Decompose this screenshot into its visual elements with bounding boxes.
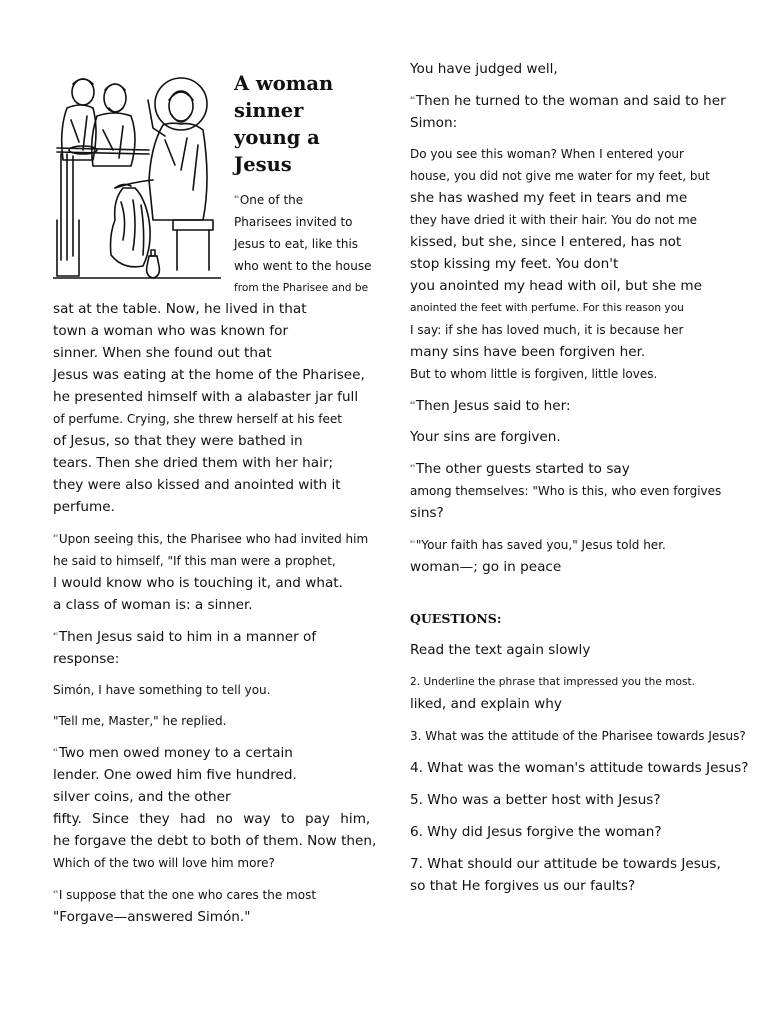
text-line: sinner. When she found out that	[53, 345, 272, 361]
left-column	[53, 298, 398, 928]
title-line: Jesus	[234, 153, 292, 176]
question: Read the text again slowly	[410, 642, 591, 658]
text-line: sat at the table. Now, he lived in that	[53, 301, 307, 317]
text-line: they were also kissed and anointed with it	[53, 477, 341, 493]
text-line: you anointed my head with oil, but she me	[410, 278, 703, 294]
text-line: Two men owed money to a certain	[58, 745, 293, 761]
text-line: from the Pharisee and be	[234, 282, 369, 294]
paragraph	[53, 298, 398, 518]
verse-number: ⁴³	[53, 890, 58, 897]
page-title	[234, 70, 394, 178]
text-line: he presented himself with a alabaster jar full	[53, 389, 359, 405]
text-line: among themselves: "Who is this, who even forgives	[410, 484, 722, 498]
text-line: I suppose that the one who cares the most	[58, 888, 317, 902]
question: 3. What was the attitude of the Pharisee towards Jesus?	[410, 729, 746, 743]
text-line: "Your faith has saved you," Jesus told her.	[415, 538, 666, 552]
question: 7. What should our attitude be towards Jesus,	[410, 856, 721, 872]
verse-number: ⁵⁰	[410, 540, 415, 547]
question: 4. What was the woman's attitude towards Jesus?	[410, 760, 749, 776]
text-line: woman—; go in peace	[410, 559, 562, 575]
text-line: town a woman who was known for	[53, 323, 289, 339]
text-line: she has washed my feet in tears and me	[410, 190, 688, 206]
questions-heading: QUESTIONS:	[410, 611, 502, 626]
text-line: stop kissing my feet. You don't	[410, 256, 619, 272]
text-line: The other guests started to say	[415, 461, 630, 477]
text-line: silver coins, and the other	[53, 789, 231, 805]
text-line: lender. One owed him five hundred.	[53, 767, 297, 783]
paragraph	[53, 625, 398, 670]
verse-number: ⁴¹	[53, 748, 58, 755]
right-column	[410, 58, 758, 897]
text-line: Pharisees invited to	[234, 215, 353, 229]
text-line: Jesus was eating at the home of the Pharisee,	[53, 367, 365, 383]
text-line: Then Jesus said to him in a manner of	[58, 629, 317, 645]
text-line: I would know who is touching it, and what.	[53, 575, 343, 591]
text-line: "Forgave—answered Simón."	[53, 909, 251, 925]
paragraph	[410, 89, 758, 134]
text-line: anointed the feet with perfume. For this reason you	[410, 302, 684, 314]
verse-number: ⁴⁸	[410, 401, 415, 408]
text-line: a class of woman is: a sinner.	[53, 597, 253, 613]
text-line: "Tell me, Master," he replied.	[53, 714, 227, 728]
text-line: sins?	[410, 505, 444, 521]
text-line: One of the	[239, 193, 304, 207]
question: 6. Why did Jesus forgive the woman?	[410, 824, 662, 840]
paragraph	[53, 741, 398, 874]
text-line: they have dried it with their hair. You do not me	[410, 213, 698, 227]
text-line: Simon:	[410, 115, 458, 131]
text-line: Which of the two will love him more?	[53, 856, 275, 870]
intro-paragraph	[234, 188, 404, 299]
jesus-anointing-illustration	[53, 70, 221, 282]
question: so that He forgives us our faults?	[410, 878, 636, 894]
verse-number: ³⁶	[234, 195, 239, 202]
text-line: he forgave the debt to both of them. Now then,	[53, 833, 377, 849]
questions-list	[410, 639, 758, 897]
question: 2. Underline the phrase that impressed you the most.	[410, 676, 696, 688]
text-line: Your sins are forgiven.	[410, 429, 561, 445]
verse-number: ⁴⁴	[410, 96, 415, 103]
text-line: Then Jesus said to her:	[415, 398, 571, 414]
paragraph	[53, 883, 398, 928]
text-line: You have judged well,	[410, 61, 558, 77]
verse-number: ³⁹	[53, 534, 58, 541]
text-line: he said to himself, "If this man were a prophet,	[53, 554, 336, 568]
text-line: Then he turned to the woman and said to her	[415, 93, 726, 109]
text-line: response:	[53, 651, 120, 667]
text-line: I say: if she has loved much, it is because her	[410, 323, 684, 337]
text-line: perfume.	[53, 499, 115, 515]
verse-number: ⁴⁰	[53, 632, 58, 639]
paragraph	[410, 457, 758, 524]
text-line: Upon seeing this, the Pharisee who had invited him	[58, 532, 369, 546]
text-line: Do you see this woman? When I entered your	[410, 147, 684, 161]
question: 5. Who was a better host with Jesus?	[410, 792, 661, 808]
text-line: But to whom little is forgiven, little loves.	[410, 367, 658, 381]
title-line: A woman	[234, 72, 334, 95]
verse-number: ⁴⁹	[410, 464, 415, 471]
text-line: of Jesus, so that they were bathed in	[53, 433, 303, 449]
text-line: fifty. Since they had no way to pay him,	[53, 811, 371, 827]
paragraph	[410, 143, 758, 385]
text-line: Jesus to eat, like this	[234, 237, 359, 251]
text-line: who went to the house	[234, 259, 372, 273]
text-line: house, you did not give me water for my feet, but	[410, 169, 710, 183]
text-line: kissed, but she, since I entered, has not	[410, 234, 682, 250]
paragraph	[53, 527, 398, 616]
title-line: young a	[234, 126, 320, 149]
text-line: many sins have been forgiven her.	[410, 344, 646, 360]
text-line: of perfume. Crying, she threw herself at his feet	[53, 412, 342, 426]
text-line: tears. Then she dried them with her hair;	[53, 455, 334, 471]
question: liked, and explain why	[410, 696, 562, 712]
title-line: sinner	[234, 99, 304, 122]
paragraph	[410, 533, 758, 578]
text-line: Simón, I have something to tell you.	[53, 683, 271, 697]
